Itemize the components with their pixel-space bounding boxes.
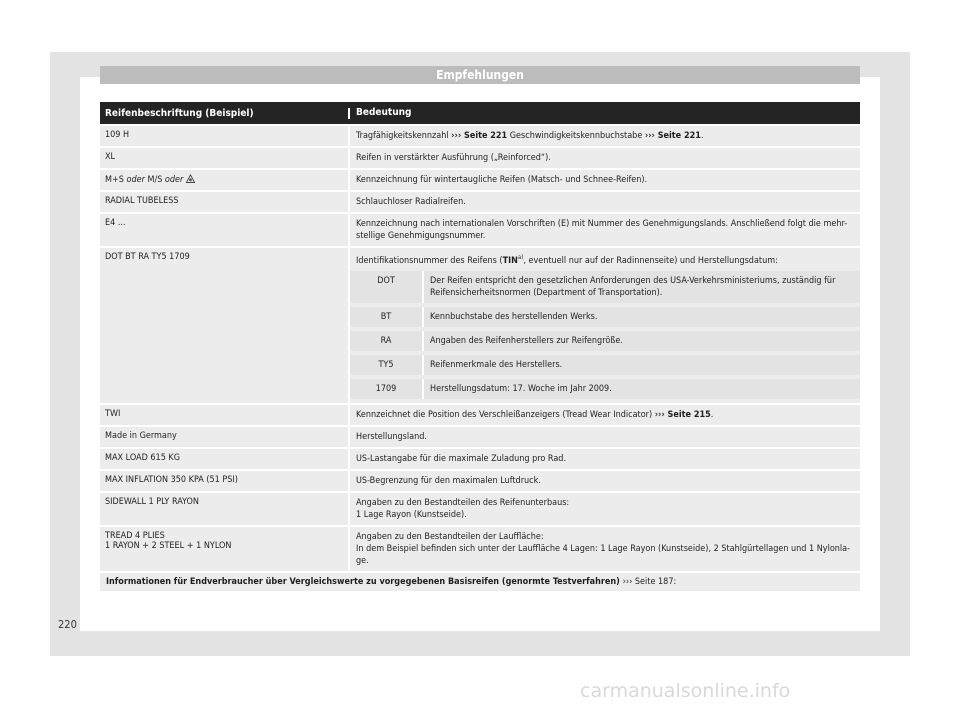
row-label: DOT BT RA TY5 1709 [100, 248, 350, 403]
row-label: SIDEWALL 1 PLY RAYON [100, 493, 350, 525]
table-footer-row [100, 573, 860, 591]
footer-note: Informationen für Endverbraucher über Vergleichswerte zu vorgegebenen Basisreifen (genormte Testverfahren) ››› Seite 187: [106, 577, 677, 587]
row-label: M+S oder M/S oder [100, 170, 350, 190]
tin-part-row [350, 307, 860, 327]
table-row [100, 192, 860, 212]
table-row [100, 471, 860, 491]
tin-part-row [350, 355, 860, 375]
table-row [100, 449, 860, 469]
tin-part-desc: Kennbuchstabe des herstellenden Werks. [424, 307, 860, 327]
row-label: MAX LOAD 615 KG [100, 449, 350, 469]
table-row [100, 148, 860, 168]
row-label: E4 ... [100, 214, 350, 246]
row-desc: Kennzeichnet die Position des Verschleißanzeigers (Tread Wear Indicator) ››› Seite 215. [356, 410, 714, 420]
table-row [100, 170, 860, 190]
row-desc: US-Lastangabe für die maximale Zuladung pro Rad. [356, 454, 567, 464]
tin-part-code: DOT [350, 271, 424, 303]
tin-part-desc: Der Reifen entspricht den gesetzlichen Anforderungen des USA-Verkehrsministeriums, zuständig für Reifensicherheitsnormen (Department of Transportation). [424, 271, 860, 303]
tin-breakdown [350, 271, 860, 399]
page-reference-link[interactable]: ››› Seite 187 [622, 577, 674, 587]
row-desc: US-Begrenzung für den maximalen Luftdruck. [356, 476, 541, 486]
row-label: RADIAL TUBELESS [100, 192, 350, 212]
row-desc: Herstellungsland. [356, 432, 427, 442]
tin-part-desc: Angaben des Reifenherstellers zur Reifengröße. [424, 331, 860, 351]
table-row [100, 405, 860, 425]
row-desc: Angaben zu den Bestandteilen des Reifenunterbaus: 1 Lage Rayon (Kunstseide). [356, 498, 570, 520]
tin-part-code: BT [350, 307, 424, 327]
table-row [100, 527, 860, 571]
header-col-meaning: Bedeutung [356, 107, 412, 118]
tin-part-row [350, 379, 860, 399]
tin-part-code: 1709 [350, 379, 424, 399]
page-reference-link[interactable]: ››› Seite 221 [451, 131, 508, 141]
page-number: 220 [58, 618, 77, 631]
tin-part-desc: Herstellungsdatum: 17. Woche im Jahr 2009. [424, 379, 860, 399]
page-reference-link[interactable]: ››› Seite 221 [644, 131, 701, 141]
header-col-marking: Reifenbeschriftung (Beispiel) [100, 108, 350, 119]
row-label: MAX INFLATION 350 KPA (51 PSI) [100, 471, 350, 491]
table-row [100, 493, 860, 525]
row-desc: Kennzeichnung für wintertaugliche Reifen (Matsch- und Schnee-Reifen). [356, 175, 648, 185]
tin-part-desc: Reifenmerkmale des Herstellers. [424, 355, 860, 375]
row-label: Made in Germany [100, 427, 350, 447]
row-desc: Identifikationsnummer des Reifens (TIN$^{a)}$, eventuell nur auf der Radinnenseite) und Herstellungsdatum: DOT Der Reifen entspricht den gesetzlichen Anforderungen des USA-Verkehrsministeriums, zuständig für Reifensicherheitsnormen (Department of Transportation). BT Kennbuchstabe des herstellenden Werks. RA Angaben des Reifenherstellers zur Reifengröße. TY5 Reifenmerkmale des Herstellers. 1709 Herstellungsdatum: 17. Woche im Jahr 2009. [350, 248, 860, 403]
section-banner: Empfehlungen [100, 66, 860, 84]
tin-part-code: RA [350, 331, 424, 351]
table-row [100, 126, 860, 146]
row-desc: Reifen in verstärkter Ausführung („Reinforced“). [356, 153, 551, 163]
table-header [100, 102, 860, 124]
table-row [100, 427, 860, 447]
row-desc: Kennzeichnung nach internationalen Vorschriften (E) mit Nummer des Genehmigungslands. Anschließend folgt die mehr-stellige Genehmigungsnummer. [356, 219, 848, 241]
row-desc: Schlauchloser Radialreifen. [356, 197, 466, 207]
row-desc: Tragfähigkeitskennzahl ››› Seite 221 Geschwindigkeitskennbuchstabe ››› Seite 221. [356, 131, 704, 141]
table-row [100, 248, 860, 403]
tin-part-row [350, 271, 860, 303]
table-row [100, 214, 860, 246]
tin-part-row [350, 331, 860, 351]
row-label: 109 H [100, 126, 350, 146]
row-label: XL [100, 148, 350, 168]
row-label: TREAD 4 PLIES 1 RAYON + 2 STEEL + 1 NYLON [100, 527, 350, 571]
watermark-text: carmanualsonline.info [580, 680, 791, 702]
row-label: TWI [100, 405, 350, 425]
tire-marking-table [100, 102, 860, 593]
snowflake-mountain-icon [186, 174, 195, 183]
tin-part-code: TY5 [350, 355, 424, 375]
row-desc: Angaben zu den Bestandteilen der Lauffläche: In dem Beispiel befinden sich unter der Lauffläche 4 Lagen: 1 Lage Rayon (Kunstseide), 2 Stahlgürtellagen und 1 Nylonla-ge. [356, 532, 851, 566]
page-reference-link[interactable]: ››› Seite 215 [654, 410, 711, 420]
